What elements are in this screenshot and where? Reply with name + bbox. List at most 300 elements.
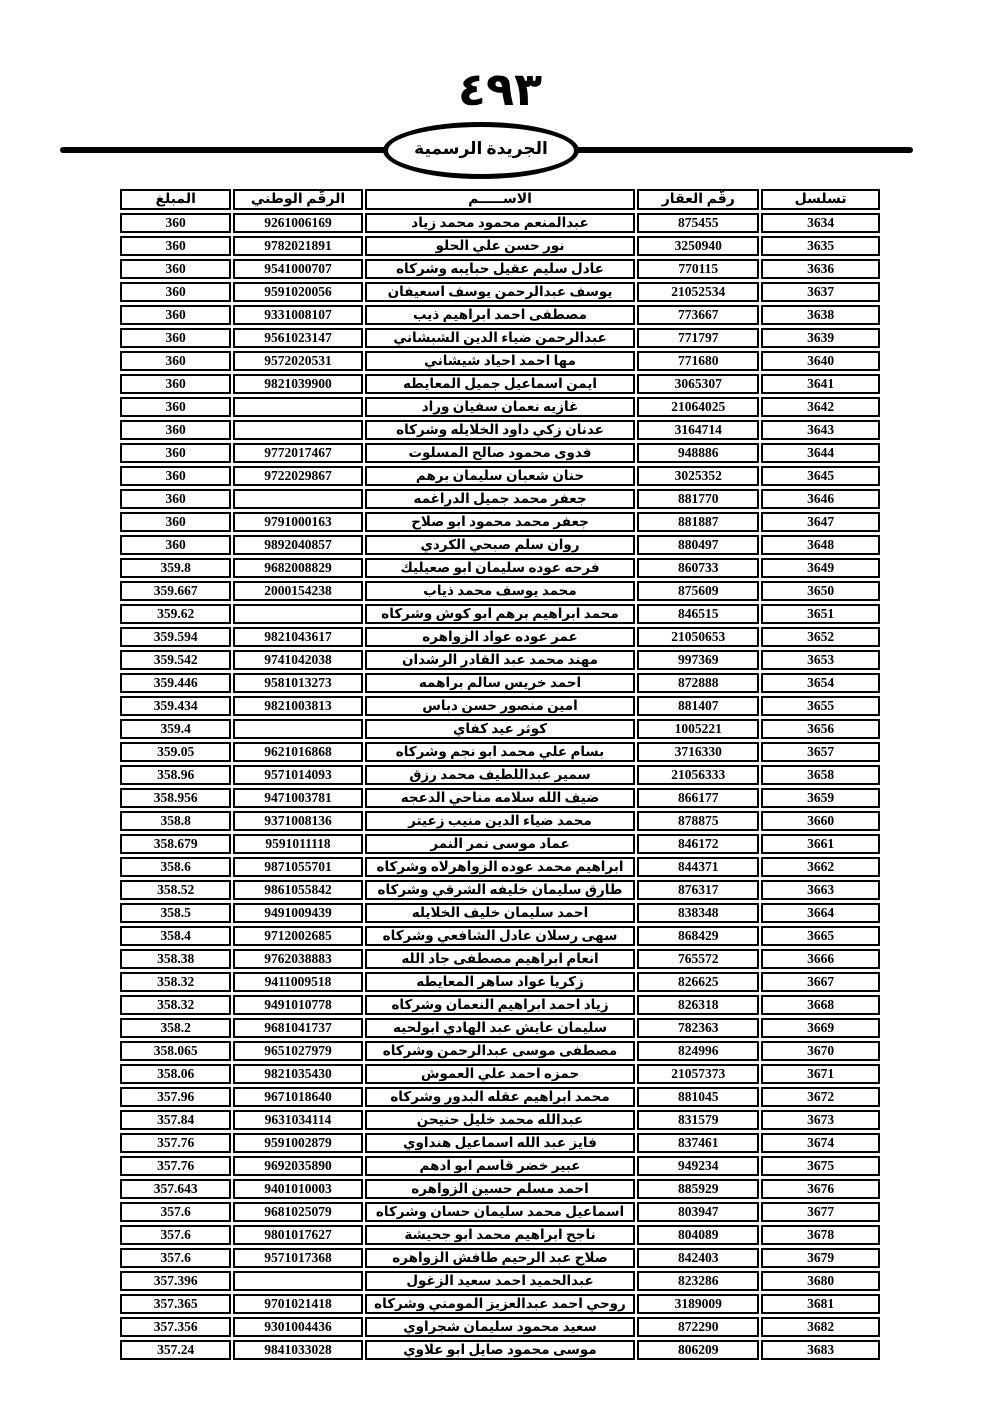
amount-cell: 360 — [120, 489, 231, 509]
name-cell: عدنان زكي داود الخلايله وشركاه — [365, 420, 636, 440]
national-no-cell: 9821035430 — [233, 1064, 362, 1084]
amount-cell: 360 — [120, 282, 231, 302]
serial-cell: 3653 — [761, 650, 880, 670]
amount-cell: 358.065 — [120, 1041, 231, 1061]
name-cell: يوسف عبدالرحمن يوسف اسعيفان — [365, 282, 636, 302]
national-no-cell — [233, 420, 362, 440]
property-no-cell: 948886 — [637, 443, 759, 463]
name-cell: عبدالرحمن ضياء الدين الشبشاني — [365, 328, 636, 348]
national-no-cell: 9331008107 — [233, 305, 362, 325]
serial-cell: 3675 — [761, 1156, 880, 1176]
serial-cell: 3673 — [761, 1110, 880, 1130]
name-cell: غازيه نعمان سفيان وراد — [365, 397, 636, 417]
national-no-cell: 9821003813 — [233, 696, 362, 716]
table-row — [120, 1340, 880, 1360]
amount-cell: 360 — [120, 236, 231, 256]
table-row — [120, 236, 880, 256]
amount-cell: 358.52 — [120, 880, 231, 900]
serial-cell: 3663 — [761, 880, 880, 900]
national-no-cell: 9491009439 — [233, 903, 362, 923]
table-row — [120, 788, 880, 808]
amount-cell: 360 — [120, 259, 231, 279]
property-no-cell: 3065307 — [637, 374, 759, 394]
amount-cell: 360 — [120, 213, 231, 233]
table-row — [120, 1294, 880, 1314]
serial-cell: 3652 — [761, 627, 880, 647]
national-no-cell: 9301004436 — [233, 1317, 362, 1337]
national-no-cell: 9261006169 — [233, 213, 362, 233]
property-no-cell: 21056333 — [637, 765, 759, 785]
national-no-cell: 9692035890 — [233, 1156, 362, 1176]
national-no-cell: 9871055701 — [233, 857, 362, 877]
national-no-cell: 9821039900 — [233, 374, 362, 394]
national-no-cell: 9591011118 — [233, 834, 362, 854]
national-no-cell: 9621016868 — [233, 742, 362, 762]
national-no-cell — [233, 1271, 362, 1291]
name-cell: عبدالحميد احمد سعيد الزغول — [365, 1271, 636, 1291]
property-no-cell: 878875 — [637, 811, 759, 831]
gazette-banner-oval — [383, 122, 579, 179]
table-row — [120, 420, 880, 440]
serial-cell: 3649 — [761, 558, 880, 578]
property-no-cell: 773667 — [637, 305, 759, 325]
amount-cell: 359.542 — [120, 650, 231, 670]
property-no-cell: 881887 — [637, 512, 759, 532]
property-no-cell: 803947 — [637, 1202, 759, 1222]
property-no-cell: 846172 — [637, 834, 759, 854]
national-no-cell: 9572020531 — [233, 351, 362, 371]
name-cell: احمد خريس سالم براهمه — [365, 673, 636, 693]
gazette-banner-title: الجريدة الرسمية — [414, 139, 548, 158]
table-body — [120, 213, 880, 1360]
serial-cell: 3636 — [761, 259, 880, 279]
serial-cell: 3654 — [761, 673, 880, 693]
table-row — [120, 604, 880, 624]
table-row — [120, 949, 880, 969]
property-no-cell: 823286 — [637, 1271, 759, 1291]
property-no-cell: 837461 — [637, 1133, 759, 1153]
serial-cell: 3639 — [761, 328, 880, 348]
name-cell: عمر عوده عواد الزواهره — [365, 627, 636, 647]
table-row — [120, 1271, 880, 1291]
serial-cell: 3662 — [761, 857, 880, 877]
serial-cell: 3672 — [761, 1087, 880, 1107]
amount-cell: 358.8 — [120, 811, 231, 831]
name-cell: عبدالمنعم محمود محمد زياد — [365, 213, 636, 233]
name-cell: عادل سليم عقيل حبايبه وشركاه — [365, 259, 636, 279]
table-row — [120, 558, 880, 578]
property-no-cell: 3164714 — [637, 420, 759, 440]
property-no-cell: 866177 — [637, 788, 759, 808]
amount-cell: 359.667 — [120, 581, 231, 601]
table-row — [120, 305, 880, 325]
table-row — [120, 1317, 880, 1337]
table-row — [120, 673, 880, 693]
property-no-cell: 765572 — [637, 949, 759, 969]
national-no-cell: 9631034114 — [233, 1110, 362, 1130]
table-row — [120, 1248, 880, 1268]
property-no-cell: 885929 — [637, 1179, 759, 1199]
national-no-cell: 9801017627 — [233, 1225, 362, 1245]
property-no-cell: 824996 — [637, 1041, 759, 1061]
national-no-cell: 9581013273 — [233, 673, 362, 693]
name-cell: ابراهيم محمد عوده الزواهرلاه وشركاه — [365, 857, 636, 877]
amount-cell: 357.76 — [120, 1156, 231, 1176]
serial-cell: 3657 — [761, 742, 880, 762]
name-cell: محمد ضياء الدين منيب زعيتر — [365, 811, 636, 831]
table-row — [120, 213, 880, 233]
header-property-no: رقّم العقار — [637, 189, 759, 210]
serial-cell: 3677 — [761, 1202, 880, 1222]
serial-cell: 3635 — [761, 236, 880, 256]
table-row — [120, 535, 880, 555]
table-row — [120, 903, 880, 923]
name-cell: روان سلم صبحي الكردي — [365, 535, 636, 555]
amount-cell: 360 — [120, 512, 231, 532]
name-cell: سهى رسلان عادل الشافعي وشركاه — [365, 926, 636, 946]
table-row — [120, 696, 880, 716]
national-no-cell: 9681041737 — [233, 1018, 362, 1038]
name-cell: احمد سليمان خليف الخلايله — [365, 903, 636, 923]
table-row — [120, 466, 880, 486]
property-no-cell: 997369 — [637, 650, 759, 670]
serial-cell: 3669 — [761, 1018, 880, 1038]
amount-cell: 360 — [120, 535, 231, 555]
amount-cell: 358.679 — [120, 834, 231, 854]
national-no-cell: 9791000163 — [233, 512, 362, 532]
name-cell: فرحه عوده سليمان ابو صعيليك — [365, 558, 636, 578]
national-no-cell: 9541000707 — [233, 259, 362, 279]
amount-cell: 358.4 — [120, 926, 231, 946]
national-no-cell: 9411009518 — [233, 972, 362, 992]
table-row — [120, 282, 880, 302]
name-cell: محمد يوسف محمد ذياب — [365, 581, 636, 601]
amount-cell: 358.956 — [120, 788, 231, 808]
amount-cell: 359.4 — [120, 719, 231, 739]
name-cell: ضيف الله سلامه مناحي الدعجه — [365, 788, 636, 808]
property-no-cell: 806209 — [637, 1340, 759, 1360]
table-row — [120, 397, 880, 417]
national-no-cell: 9471003781 — [233, 788, 362, 808]
table-row — [120, 1087, 880, 1107]
table-row — [120, 489, 880, 509]
serial-cell: 3676 — [761, 1179, 880, 1199]
amount-cell: 357.24 — [120, 1340, 231, 1360]
amount-cell: 360 — [120, 420, 231, 440]
property-no-cell: 846515 — [637, 604, 759, 624]
table-row — [120, 972, 880, 992]
property-no-cell: 868429 — [637, 926, 759, 946]
serial-cell: 3648 — [761, 535, 880, 555]
name-cell: عبير خضر قاسم ابو ادهم — [365, 1156, 636, 1176]
national-no-cell: 9671018640 — [233, 1087, 362, 1107]
amount-cell: 359.594 — [120, 627, 231, 647]
name-cell: محمد ابراهيم برهم ابو كوش وشركاه — [365, 604, 636, 624]
serial-cell: 3646 — [761, 489, 880, 509]
serial-cell: 3680 — [761, 1271, 880, 1291]
serial-cell: 3667 — [761, 972, 880, 992]
name-cell: جعفر محمد جميل الدراغمه — [365, 489, 636, 509]
property-no-cell: 844371 — [637, 857, 759, 877]
serial-cell: 3664 — [761, 903, 880, 923]
property-no-cell: 804089 — [637, 1225, 759, 1245]
property-no-cell: 771680 — [637, 351, 759, 371]
national-no-cell: 9651027979 — [233, 1041, 362, 1061]
name-cell: محمد ابراهيم عقله البدور وشركاه — [365, 1087, 636, 1107]
table-row — [120, 512, 880, 532]
serial-cell: 3656 — [761, 719, 880, 739]
serial-cell: 3682 — [761, 1317, 880, 1337]
national-no-cell: 9491010778 — [233, 995, 362, 1015]
property-no-cell: 875455 — [637, 213, 759, 233]
amount-cell: 360 — [120, 351, 231, 371]
amount-cell: 358.38 — [120, 949, 231, 969]
name-cell: انعام ابراهيم مصطفى جاد الله — [365, 949, 636, 969]
property-no-cell: 3250940 — [637, 236, 759, 256]
amount-cell: 358.5 — [120, 903, 231, 923]
name-cell: سعيد محمود سليمان شجراوي — [365, 1317, 636, 1337]
name-cell: ايمن اسماعيل جميل المعايطه — [365, 374, 636, 394]
amount-cell: 358.96 — [120, 765, 231, 785]
serial-cell: 3643 — [761, 420, 880, 440]
banner-divider — [0, 120, 1000, 190]
serial-cell: 3659 — [761, 788, 880, 808]
national-no-cell — [233, 604, 362, 624]
national-no-cell: 9401010003 — [233, 1179, 362, 1199]
name-cell: حمزه احمد علي العموش — [365, 1064, 636, 1084]
table-row — [120, 627, 880, 647]
name-cell: مصطفى احمد ابراهيم ذيب — [365, 305, 636, 325]
name-cell: روحي احمد عبدالعزيز المومني وشركاه — [365, 1294, 636, 1314]
property-no-cell: 881045 — [637, 1087, 759, 1107]
amount-cell: 359.434 — [120, 696, 231, 716]
property-no-cell: 881407 — [637, 696, 759, 716]
serial-cell: 3650 — [761, 581, 880, 601]
amount-cell: 357.356 — [120, 1317, 231, 1337]
serial-cell: 3670 — [761, 1041, 880, 1061]
amount-cell: 357.96 — [120, 1087, 231, 1107]
amount-cell: 360 — [120, 328, 231, 348]
amount-cell: 358.32 — [120, 995, 231, 1015]
serial-cell: 3681 — [761, 1294, 880, 1314]
national-no-cell — [233, 397, 362, 417]
name-cell: بسام علي محمد ابو نجم وشركاه — [365, 742, 636, 762]
serial-cell: 3678 — [761, 1225, 880, 1245]
serial-cell: 3683 — [761, 1340, 880, 1360]
serial-cell: 3665 — [761, 926, 880, 946]
page-number: ٤٩٣ — [457, 62, 543, 116]
serial-cell: 3655 — [761, 696, 880, 716]
property-no-cell: 831579 — [637, 1110, 759, 1130]
national-no-cell: 9841033028 — [233, 1340, 362, 1360]
table-row — [120, 443, 880, 463]
name-cell: زياد احمد ابراهيم النعمان وشركاه — [365, 995, 636, 1015]
serial-cell: 3642 — [761, 397, 880, 417]
serial-cell: 3644 — [761, 443, 880, 463]
serial-cell: 3638 — [761, 305, 880, 325]
amount-cell: 357.84 — [120, 1110, 231, 1130]
name-cell: عبدالله محمد خليل حنيحن — [365, 1110, 636, 1130]
property-no-cell: 770115 — [637, 259, 759, 279]
name-cell: مهند محمد عبد القادر الرشدان — [365, 650, 636, 670]
national-no-cell: 9571014093 — [233, 765, 362, 785]
name-cell: سليمان عايش عبد الهادي ابولحيه — [365, 1018, 636, 1038]
national-no-cell: 9722029867 — [233, 466, 362, 486]
amount-cell: 359.62 — [120, 604, 231, 624]
name-cell: احمد مسلم حسين الزواهره — [365, 1179, 636, 1199]
serial-cell: 3637 — [761, 282, 880, 302]
serial-cell: 3640 — [761, 351, 880, 371]
name-cell: زكريا عواد ساهر المعايطه — [365, 972, 636, 992]
amount-cell: 360 — [120, 305, 231, 325]
amount-cell: 357.6 — [120, 1248, 231, 1268]
property-no-cell: 949234 — [637, 1156, 759, 1176]
amount-cell: 359.446 — [120, 673, 231, 693]
national-no-cell: 9782021891 — [233, 236, 362, 256]
property-no-cell: 860733 — [637, 558, 759, 578]
table-row — [120, 1018, 880, 1038]
property-no-cell: 826625 — [637, 972, 759, 992]
name-cell: فايز عبد الله اسماعيل هنداوي — [365, 1133, 636, 1153]
name-cell: موسى محمود صايل ابو علاوي — [365, 1340, 636, 1360]
amount-cell: 358.6 — [120, 857, 231, 877]
national-no-cell: 9681025079 — [233, 1202, 362, 1222]
amount-cell: 358.2 — [120, 1018, 231, 1038]
property-no-cell: 3025352 — [637, 466, 759, 486]
property-no-cell: 771797 — [637, 328, 759, 348]
national-no-cell: 2000154238 — [233, 581, 362, 601]
name-cell: جعفر محمد محمود ابو صلاح — [365, 512, 636, 532]
national-no-cell: 9712002685 — [233, 926, 362, 946]
table-header — [120, 189, 880, 210]
property-no-cell: 872888 — [637, 673, 759, 693]
table-row — [120, 995, 880, 1015]
serial-cell: 3661 — [761, 834, 880, 854]
table-row — [120, 351, 880, 371]
national-no-cell: 9701021418 — [233, 1294, 362, 1314]
table-row — [120, 1110, 880, 1130]
national-no-cell: 9571017368 — [233, 1248, 362, 1268]
serial-cell: 3651 — [761, 604, 880, 624]
table-row — [120, 1179, 880, 1199]
property-no-cell: 782363 — [637, 1018, 759, 1038]
table-row — [120, 742, 880, 762]
national-no-cell: 9741042038 — [233, 650, 362, 670]
table-row — [120, 1202, 880, 1222]
national-no-cell: 9591002879 — [233, 1133, 362, 1153]
national-no-cell: 9892040857 — [233, 535, 362, 555]
national-no-cell: 9591020056 — [233, 282, 362, 302]
amount-cell: 357.643 — [120, 1179, 231, 1199]
name-cell: مها احمد احياد شيشاني — [365, 351, 636, 371]
table-row — [120, 926, 880, 946]
table-row — [120, 328, 880, 348]
amount-cell: 357.365 — [120, 1294, 231, 1314]
national-no-cell: 9682008829 — [233, 558, 362, 578]
property-no-cell: 21064025 — [637, 397, 759, 417]
amount-cell: 360 — [120, 374, 231, 394]
national-no-cell — [233, 719, 362, 739]
property-no-cell: 881770 — [637, 489, 759, 509]
serial-cell: 3645 — [761, 466, 880, 486]
property-no-cell: 3189009 — [637, 1294, 759, 1314]
property-no-cell: 1005221 — [637, 719, 759, 739]
name-cell: نور حسن علي الحلو — [365, 236, 636, 256]
table-row — [120, 765, 880, 785]
serial-cell: 3634 — [761, 213, 880, 233]
table-row — [120, 834, 880, 854]
table-row — [120, 857, 880, 877]
amount-cell: 357.6 — [120, 1225, 231, 1245]
amount-cell: 359.05 — [120, 742, 231, 762]
national-no-cell: 9821043617 — [233, 627, 362, 647]
national-no-cell: 9561023147 — [233, 328, 362, 348]
name-cell: مصطفى موسى عبدالرحمن وشركاه — [365, 1041, 636, 1061]
table-row — [120, 650, 880, 670]
table-row — [120, 880, 880, 900]
amount-cell: 360 — [120, 466, 231, 486]
table-row — [120, 1225, 880, 1245]
serial-cell: 3668 — [761, 995, 880, 1015]
name-cell: فدوى محمود صالح المسلوت — [365, 443, 636, 463]
table-header-row — [120, 189, 880, 210]
header-name: الاســـــم — [365, 189, 636, 210]
name-cell: امين منصور حسن دباس — [365, 696, 636, 716]
table-row — [120, 1133, 880, 1153]
name-cell: كوثر عيد كفاي — [365, 719, 636, 739]
table-row — [120, 1041, 880, 1061]
name-cell: سمير عبداللطيف محمد رزق — [365, 765, 636, 785]
name-cell: ناجح ابراهيم محمد ابو جحيشة — [365, 1225, 636, 1245]
records-table — [118, 186, 882, 1363]
table-row — [120, 811, 880, 831]
property-no-cell: 880497 — [637, 535, 759, 555]
name-cell: عماد موسى نمر النمر — [365, 834, 636, 854]
serial-cell: 3679 — [761, 1248, 880, 1268]
amount-cell: 357.396 — [120, 1271, 231, 1291]
header-amount: المبلغ — [120, 189, 231, 210]
national-no-cell: 9371008136 — [233, 811, 362, 831]
property-no-cell: 842403 — [637, 1248, 759, 1268]
amount-cell: 358.32 — [120, 972, 231, 992]
table-row — [120, 1064, 880, 1084]
serial-cell: 3671 — [761, 1064, 880, 1084]
table-row — [120, 581, 880, 601]
amount-cell: 360 — [120, 397, 231, 417]
table-row — [120, 1156, 880, 1176]
serial-cell: 3658 — [761, 765, 880, 785]
property-no-cell: 21052534 — [637, 282, 759, 302]
property-no-cell: 875609 — [637, 581, 759, 601]
national-no-cell — [233, 489, 362, 509]
amount-cell: 358.06 — [120, 1064, 231, 1084]
amount-cell: 357.6 — [120, 1202, 231, 1222]
national-no-cell: 9762038883 — [233, 949, 362, 969]
national-no-cell: 9861055842 — [233, 880, 362, 900]
amount-cell: 360 — [120, 443, 231, 463]
property-no-cell: 3716330 — [637, 742, 759, 762]
property-no-cell: 872290 — [637, 1317, 759, 1337]
table-row — [120, 719, 880, 739]
property-no-cell: 21050653 — [637, 627, 759, 647]
table-row — [120, 259, 880, 279]
header-national-no: الرقّم الوطني — [233, 189, 362, 210]
amount-cell: 357.76 — [120, 1133, 231, 1153]
property-no-cell: 876317 — [637, 880, 759, 900]
name-cell: صلاح عبد الرحيم طافش الزواهره — [365, 1248, 636, 1268]
serial-cell: 3674 — [761, 1133, 880, 1153]
header-serial: تسلسل — [761, 189, 880, 210]
